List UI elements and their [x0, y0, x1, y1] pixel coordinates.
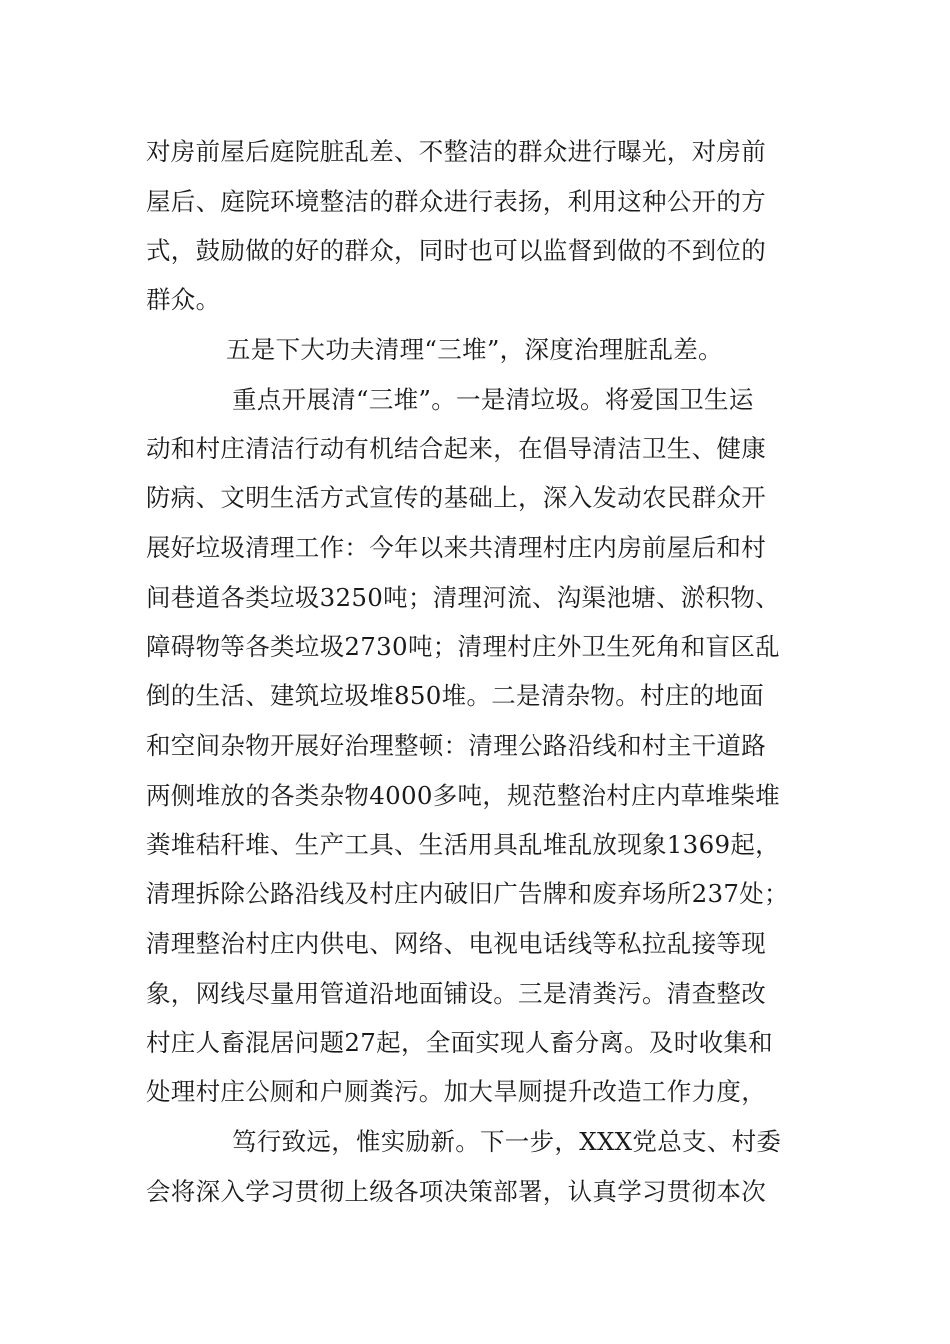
paragraph-line: 象，网线尽量用管道沿地面铺设。三是清粪污。清查整改 [146, 979, 766, 1008]
paragraph-line: 两侧堆放的各类杂物4000多吨，规范整治村庄内草堆柴堆 [146, 781, 780, 810]
paragraph-line: 间巷道各类垃圾3250吨；清理河流、沟渠池塘、淤积物、 [146, 583, 780, 612]
paragraph-line: 屋后、庭院环境整洁的群众进行表扬，利用这种公开的方 [146, 187, 766, 216]
paragraph-line: 重点开展清“三堆”。一是清垃圾。将爱国卫生运 [232, 385, 754, 414]
paragraph-line: 防病、文明生活方式宣传的基础上，深入发动农民群众开 [146, 483, 766, 512]
paragraph-line: 动和村庄清洁行动有机结合起来，在倡导清洁卫生、健康 [146, 434, 766, 463]
paragraph-line: 群众。 [146, 285, 221, 314]
paragraph-line: 清理整治村庄内供电、网络、电视电话线等私拉乱接等现 [146, 929, 766, 958]
paragraph-line: 障碍物等各类垃圾2730吨；清理村庄外卫生死角和盲区乱 [146, 632, 780, 661]
paragraph-line: 式，鼓励做的好的群众，同时也可以监督到做的不到位的 [146, 236, 766, 265]
paragraph-line: 倒的生活、建筑垃圾堆850堆。二是清杂物。村庄的地面 [146, 681, 765, 710]
paragraph-line: 会将深入学习贯彻上级各项决策部署，认真学习贯彻本次 [146, 1177, 766, 1206]
paragraph-line: 展好垃圾清理工作：今年以来共清理村庄内房前屋后和村 [146, 533, 766, 562]
section-heading: 五是下大功夫清理“三堆”，深度治理脏乱差。 [226, 335, 723, 364]
paragraph-line: 清理拆除公路沿线及村庄内破旧广告牌和废弃场所237处； [146, 879, 789, 908]
paragraph-line: 笃行致远，惟实励新。下一步，XXX党总支、村委 [232, 1127, 782, 1156]
paragraph-line: 村庄人畜混居问题27起，全面实现人畜分离。及时收集和 [146, 1028, 773, 1057]
paragraph-line: 和空间杂物开展好治理整顿：清理公路沿线和村主干道路 [146, 731, 766, 760]
paragraph-line: 粪堆秸秆堆、生产工具、生活用具乱堆乱放现象1369起， [146, 830, 780, 859]
paragraph-line: 处理村庄公厕和户厕粪污。加大旱厕提升改造工作力度， [146, 1077, 766, 1106]
paragraph-line: 对房前屋后庭院脏乱差、不整洁的群众进行曝光，对房前 [146, 137, 766, 166]
